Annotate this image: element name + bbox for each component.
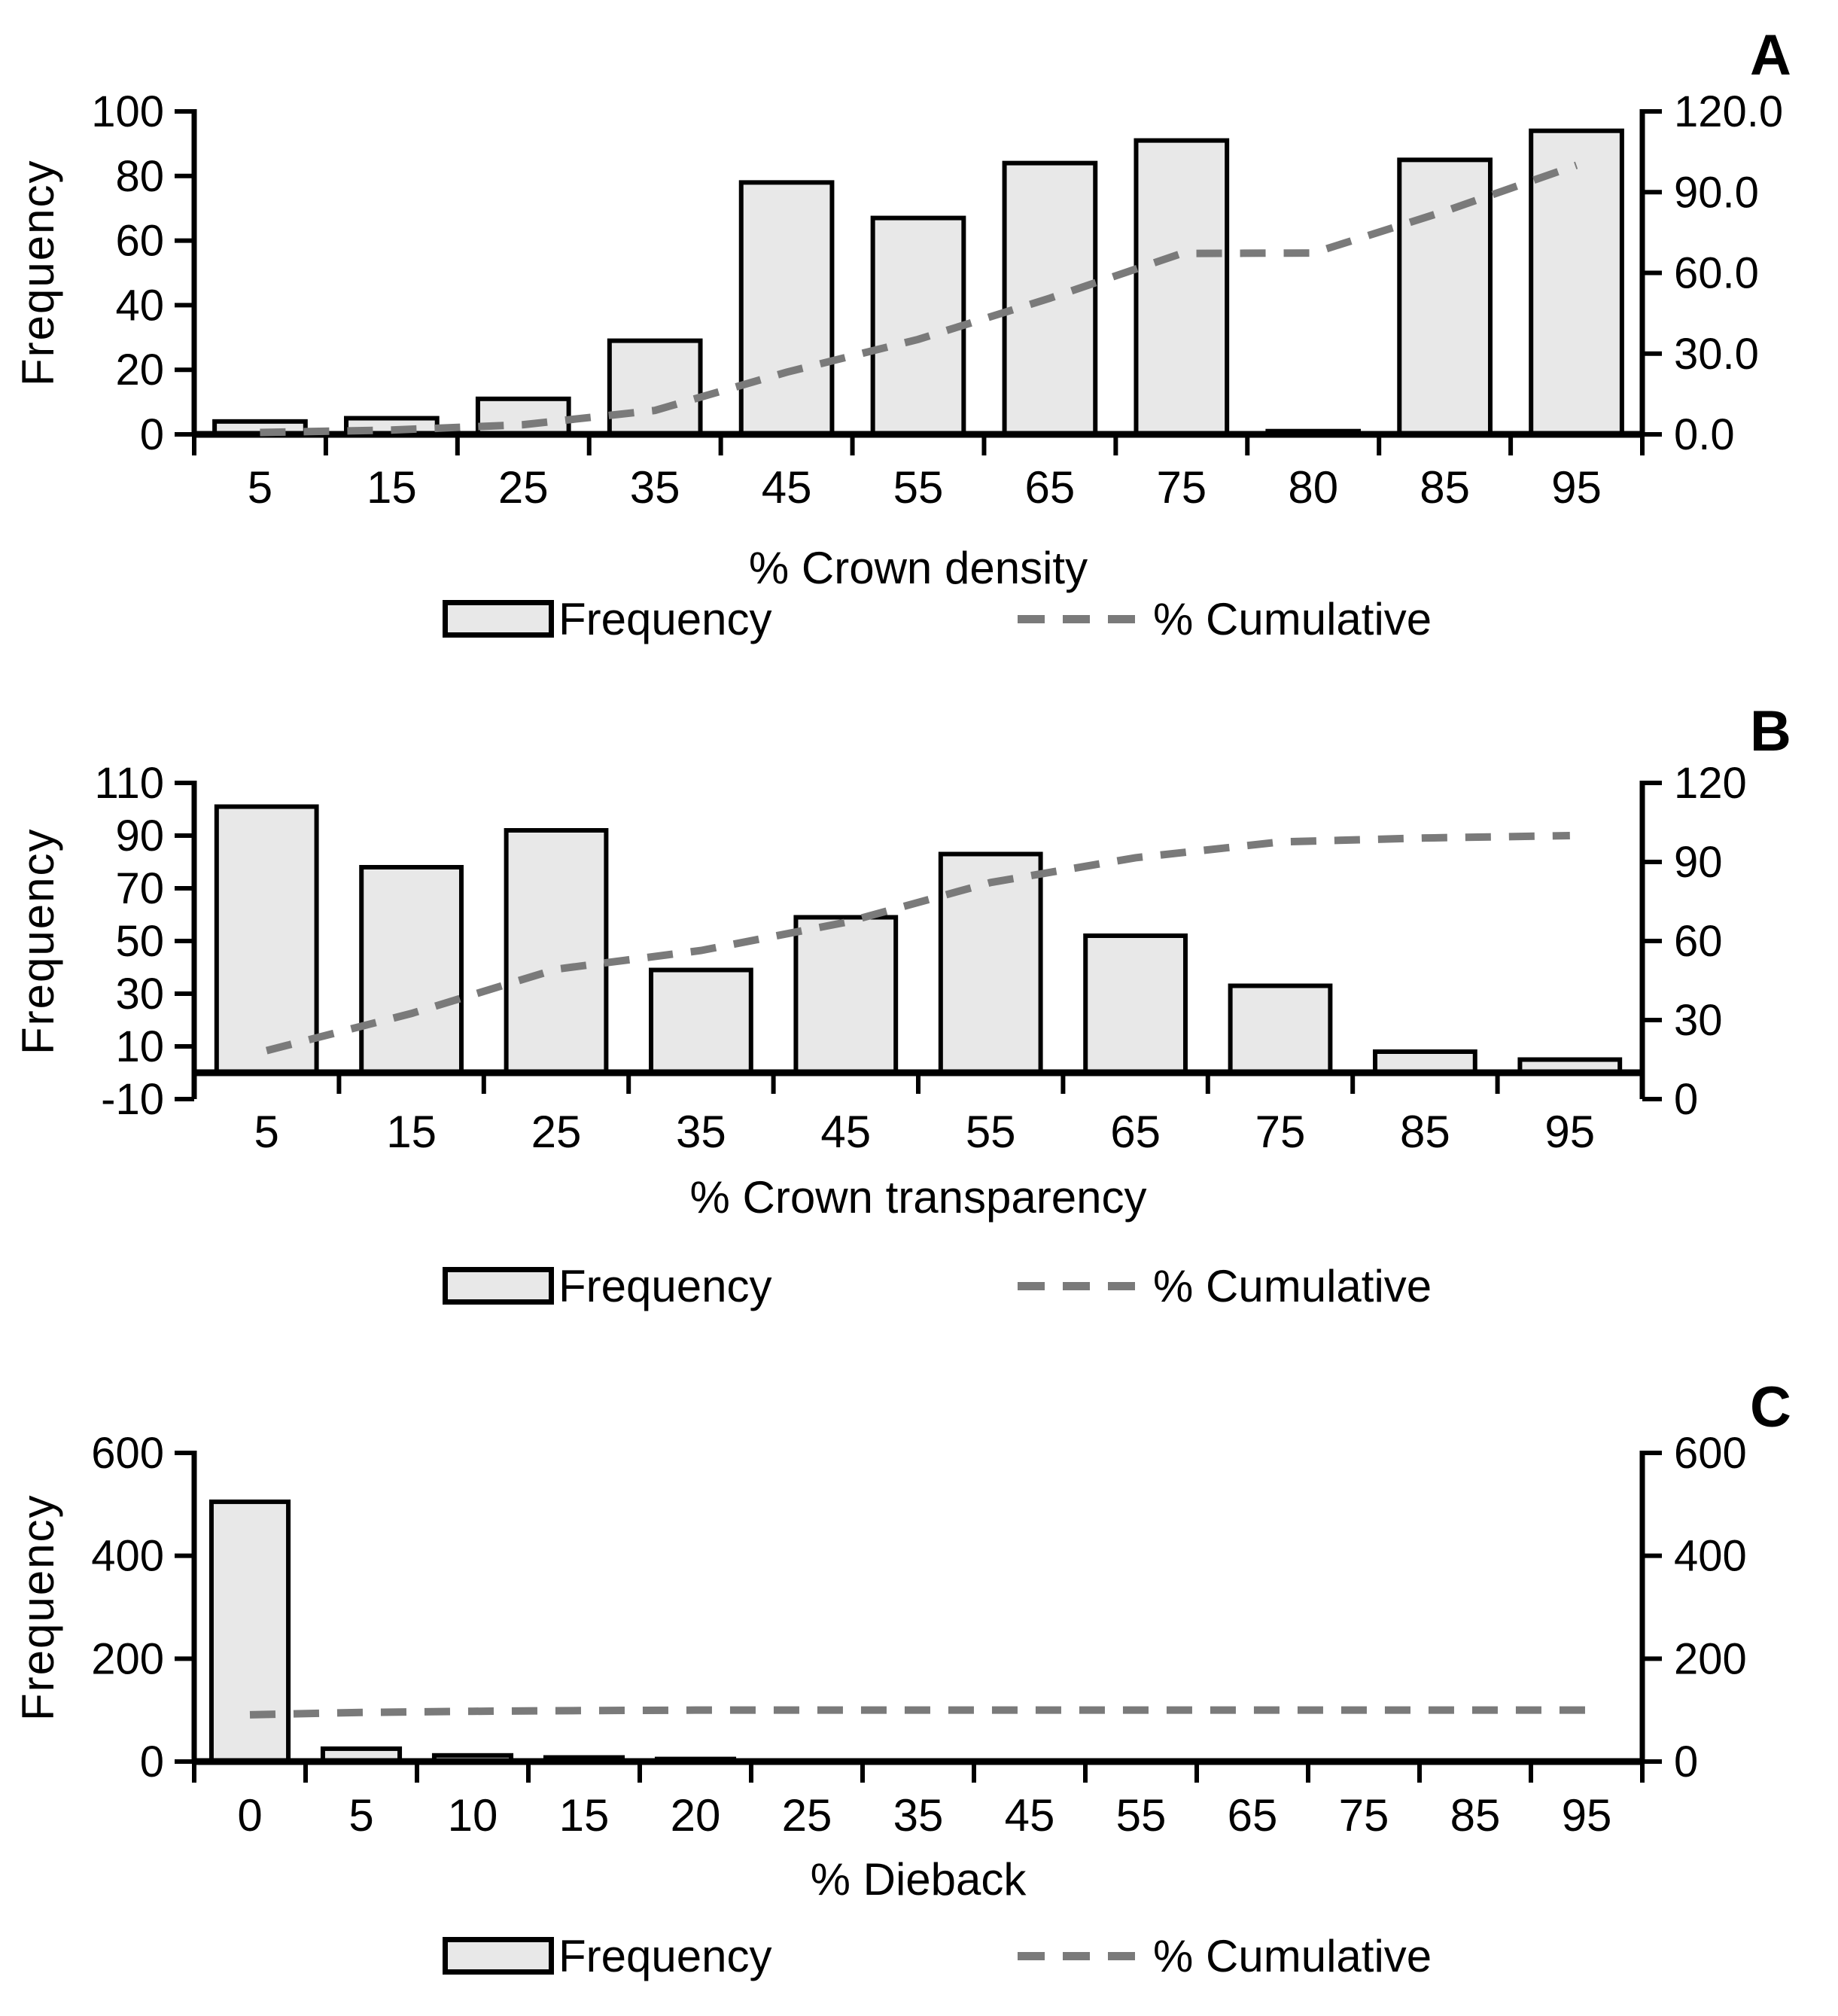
x-axis-category-label: 85 [1400, 1107, 1450, 1157]
x-axis-category-label: 75 [1156, 462, 1207, 513]
frequency-bar [507, 830, 607, 1073]
x-axis-category-label: 85 [1450, 1790, 1501, 1841]
frequency-bar [741, 182, 832, 434]
x-axis-category-label: 5 [254, 1107, 279, 1157]
right-axis-tick-label: 30 [1674, 996, 1723, 1045]
left-axis-tick-label: 60 [115, 216, 164, 266]
legend-label-cumulative: % Cumulative [1153, 1930, 1432, 1981]
frequency-bar [211, 1502, 288, 1762]
frequency-bar [1136, 141, 1227, 434]
x-axis-category-label: 15 [386, 1107, 437, 1157]
x-axis-category-label: 55 [1115, 1790, 1167, 1841]
x-axis-category-label: 45 [761, 462, 812, 513]
legend-entry-frequency [443, 1259, 771, 1313]
left-axis-tick-label: 20 [115, 346, 164, 395]
x-axis-category-label: 5 [348, 1790, 374, 1841]
legend-b [0, 1259, 1838, 1313]
legend-label-cumulative: % Cumulative [1153, 1260, 1432, 1311]
right-axis-tick-label: 60 [1674, 917, 1723, 966]
x-axis-category-label: 25 [498, 462, 549, 513]
x-axis-category-label: 10 [447, 1790, 498, 1841]
left-axis-tick-label: 70 [115, 864, 164, 913]
x-axis-category-label: 85 [1420, 462, 1471, 513]
left-axis-tick-label: 80 [115, 151, 164, 201]
left-axis-tick-label: -10 [101, 1075, 164, 1124]
x-axis-category-label: 75 [1338, 1790, 1389, 1841]
legend-label-frequency: Frequency [558, 1260, 772, 1311]
cumulative-dash-icon [1018, 1282, 1144, 1290]
right-axis-tick-label: 90 [1674, 838, 1723, 887]
x-axis-category-label: 80 [1288, 462, 1339, 513]
right-axis-tick-label: 0 [1674, 1737, 1699, 1786]
dieback-chart-canvas [0, 1332, 1838, 2016]
x-axis-category-label: 20 [670, 1790, 721, 1841]
legend-entry-cumulative [1018, 1259, 1432, 1313]
legend-entry-cumulative [1018, 592, 1432, 646]
x-axis-category-label: 95 [1561, 1790, 1612, 1841]
x-axis-category-label: 45 [820, 1107, 872, 1157]
right-axis-tick-label: 0 [1674, 1075, 1699, 1124]
legend-label-frequency: Frequency [558, 593, 772, 644]
x-axis-title-crown-density: % Crown density [748, 543, 1088, 593]
legend-label-frequency: Frequency [558, 1930, 772, 1981]
left-axis-tick-label: 400 [91, 1531, 164, 1581]
panel-letter-c: C [1750, 1375, 1791, 1439]
x-axis-category-label: 65 [1227, 1790, 1278, 1841]
x-axis-category-label: 35 [676, 1107, 726, 1157]
panel-crown-density [0, 0, 1838, 662]
x-axis-title-crown-transparency: % Crown transparency [689, 1172, 1147, 1223]
left-axis-tick-label: 50 [115, 917, 164, 966]
panel-letter-b: B [1750, 699, 1791, 763]
x-axis-category-label: 15 [558, 1790, 610, 1841]
frequency-bar [610, 341, 701, 434]
right-axis-tick-label: 600 [1674, 1429, 1747, 1478]
x-axis-category-label: 65 [1024, 462, 1076, 513]
frequency-bar [651, 970, 751, 1073]
frequency-bar [361, 867, 461, 1073]
frequency-bar [796, 918, 896, 1073]
panel-letter-a: A [1750, 23, 1791, 87]
legend-entry-cumulative [1018, 1929, 1432, 1983]
legend-entry-frequency [443, 1929, 771, 1983]
y-axis-title-frequency-c: Frequency [13, 1494, 63, 1721]
right-axis-tick-label: 0.0 [1674, 410, 1735, 459]
right-axis-tick-label: 200 [1674, 1634, 1747, 1684]
legend-entry-frequency [443, 592, 771, 646]
left-axis-tick-label: 0 [139, 410, 164, 459]
left-axis-tick-label: 0 [139, 1737, 164, 1786]
x-axis-title-dieback: % Dieback [810, 1854, 1027, 1905]
right-axis-tick-label: 400 [1674, 1531, 1747, 1581]
x-axis-category-label: 65 [1110, 1107, 1161, 1157]
x-axis-category-label: 35 [893, 1790, 944, 1841]
legend-a [0, 592, 1838, 646]
left-axis-tick-label: 110 [94, 759, 164, 808]
x-axis-category-label: 0 [237, 1790, 263, 1841]
frequency-bar [1399, 160, 1490, 434]
frequency-bar [1085, 936, 1185, 1073]
legend-label-cumulative: % Cumulative [1153, 593, 1432, 644]
frequency-swatch-icon [443, 1937, 554, 1975]
x-axis-category-label: 5 [247, 462, 273, 513]
panel-dieback [0, 1332, 1838, 2016]
legend-c [0, 1929, 1838, 1983]
x-axis-category-label: 15 [366, 462, 417, 513]
frequency-swatch-icon [443, 1267, 554, 1305]
left-axis-tick-label: 200 [91, 1634, 164, 1684]
frequency-bar [941, 854, 1041, 1073]
frequency-bar [217, 807, 317, 1073]
right-axis-tick-label: 60.0 [1674, 248, 1759, 298]
y-axis-title-frequency-b: Frequency [13, 827, 63, 1055]
right-axis-tick-label: 90.0 [1674, 168, 1759, 218]
left-axis-tick-label: 90 [115, 812, 164, 860]
right-axis-tick-label: 120.0 [1674, 87, 1784, 136]
x-axis-category-label: 75 [1255, 1107, 1306, 1157]
x-axis-category-label: 55 [965, 1107, 1016, 1157]
x-axis-category-label: 25 [531, 1107, 582, 1157]
cumulative-dash-icon [1018, 615, 1144, 623]
cumulative-dash-icon [1018, 1952, 1144, 1960]
right-axis-tick-label: 30.0 [1674, 329, 1759, 379]
left-axis-tick-label: 600 [91, 1429, 164, 1478]
frequency-bar [1231, 986, 1331, 1073]
panel-crown-transparency [0, 662, 1838, 1332]
x-axis-category-label: 95 [1544, 1107, 1596, 1157]
left-axis-tick-label: 10 [115, 1022, 164, 1071]
right-axis-tick-label: 120 [1674, 759, 1747, 808]
left-axis-tick-label: 30 [115, 970, 164, 1019]
x-axis-category-label: 45 [1004, 1790, 1055, 1841]
x-axis-category-label: 25 [781, 1790, 832, 1841]
cumulative-percentage-line [250, 1710, 1587, 1715]
left-axis-tick-label: 40 [115, 281, 164, 330]
x-axis-category-label: 35 [629, 462, 680, 513]
crown-transparency-chart-canvas [0, 662, 1838, 1332]
left-axis-tick-label: 100 [91, 87, 164, 136]
y-axis-title-frequency-a: Frequency [13, 159, 63, 387]
x-axis-category-label: 55 [893, 462, 944, 513]
x-axis-category-label: 95 [1551, 462, 1602, 513]
frequency-swatch-icon [443, 600, 554, 638]
